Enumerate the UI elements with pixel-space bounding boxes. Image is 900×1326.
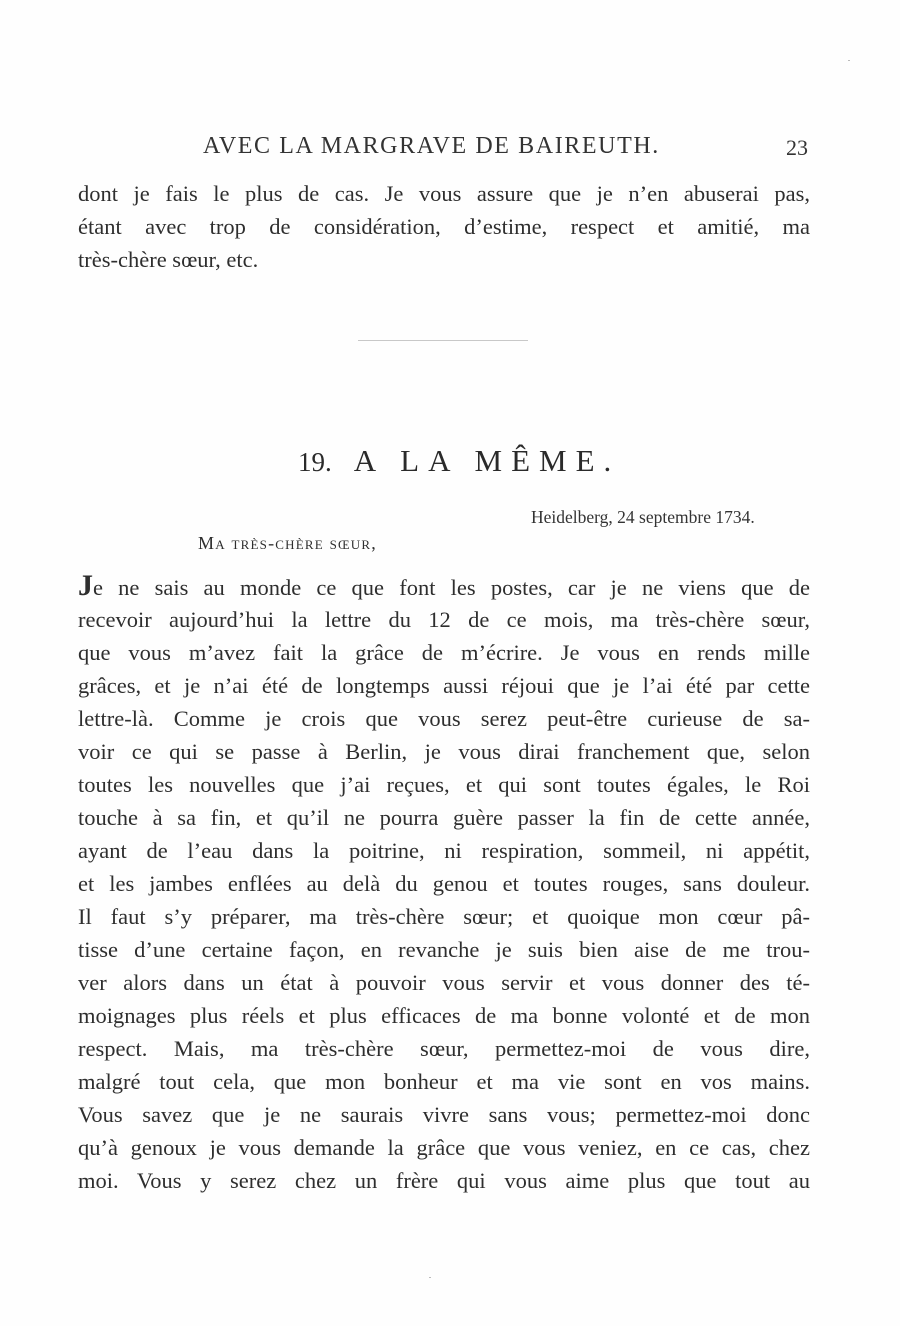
drop-cap: J	[78, 569, 93, 602]
letter-body-line: touche à sa fin, et qu’il ne pourra guère passer la fin de cette année,	[78, 805, 810, 830]
letter-body-line: que vous m’avez fait la grâce de m’écrire. Je vous en rends mille	[78, 640, 810, 665]
letter-heading	[298, 443, 620, 479]
letter-body-line: respect. Mais, ma très-chère sœur, permettez-moi de vous dire,	[78, 1036, 810, 1061]
letter-body-line: malgré tout cela, que mon bonheur et ma vie sont en vos mains.	[78, 1069, 810, 1094]
running-head: AVEC LA MARGRAVE DE BAIREUTH.	[203, 133, 660, 159]
letter-body-line	[78, 571, 810, 603]
letter-dateline: Heidelberg, 24 septembre 1734.	[531, 507, 755, 527]
letter-body-line: Il faut s’y préparer, ma très-chère sœur; et quoique mon cœur pâ-	[78, 904, 810, 929]
letter-title: A LA MÊME.	[353, 443, 621, 478]
letter-body-line: ver alors dans un état à pouvoir vous servir et vous donner des té-	[78, 970, 810, 995]
letter-body-line: tisse d’une certaine façon, en revanche je suis bien aise de me trou-	[78, 937, 810, 962]
section-separator-rule	[358, 340, 528, 341]
letter-body-line: grâces, et je n’ai été de longtemps aussi réjoui que je l’ai été par cette	[78, 673, 810, 698]
previous-letter-line: dont je fais le plus de cas. Je vous assure que je n’en abuserai pas,	[78, 181, 810, 206]
letter-body-line: moi. Vous y serez chez un frère qui vous aime plus que tout au	[78, 1168, 810, 1193]
previous-letter-line: très-chère sœur, etc.	[78, 247, 259, 272]
letter-body-line: toutes les nouvelles que j’ai reçues, et qui sont toutes égales, le Roi	[78, 772, 810, 797]
scan-speck	[429, 1277, 431, 1278]
letter-number: 19.	[298, 447, 332, 477]
letter-body-line: lettre-là. Comme je crois que vous serez peut-être curieuse de sa-	[78, 706, 810, 731]
letter-body-line: moignages plus réels et plus efficaces de ma bonne volonté et de mon	[78, 1003, 810, 1028]
previous-letter-line: étant avec trop de considération, d’estime, respect et amitié, ma	[78, 214, 810, 239]
scan-speck	[848, 60, 850, 61]
letter-body-line: voir ce qui se passe à Berlin, je vous dirai franchement que, selon	[78, 739, 810, 764]
letter-salutation: Ma très-chère sœur,	[198, 533, 377, 553]
letter-body-text: e ne sais au monde ce que font les postes, car je ne viens que de	[93, 575, 810, 600]
letter-body-line: qu’à genoux je vous demande la grâce que vous veniez, en ce cas, chez	[78, 1135, 810, 1160]
letter-body-line: et les jambes enflées au delà du genou et toutes rouges, sans douleur.	[78, 871, 810, 896]
page-number: 23	[786, 135, 808, 160]
letter-body-line: Vous savez que je ne saurais vivre sans vous; permettez-moi donc	[78, 1102, 810, 1127]
letter-body-line: ayant de l’eau dans la poitrine, ni respiration, sommeil, ni appétit,	[78, 838, 810, 863]
letter-body-line: recevoir aujourd’hui la lettre du 12 de ce mois, ma très-chère sœur,	[78, 607, 810, 632]
